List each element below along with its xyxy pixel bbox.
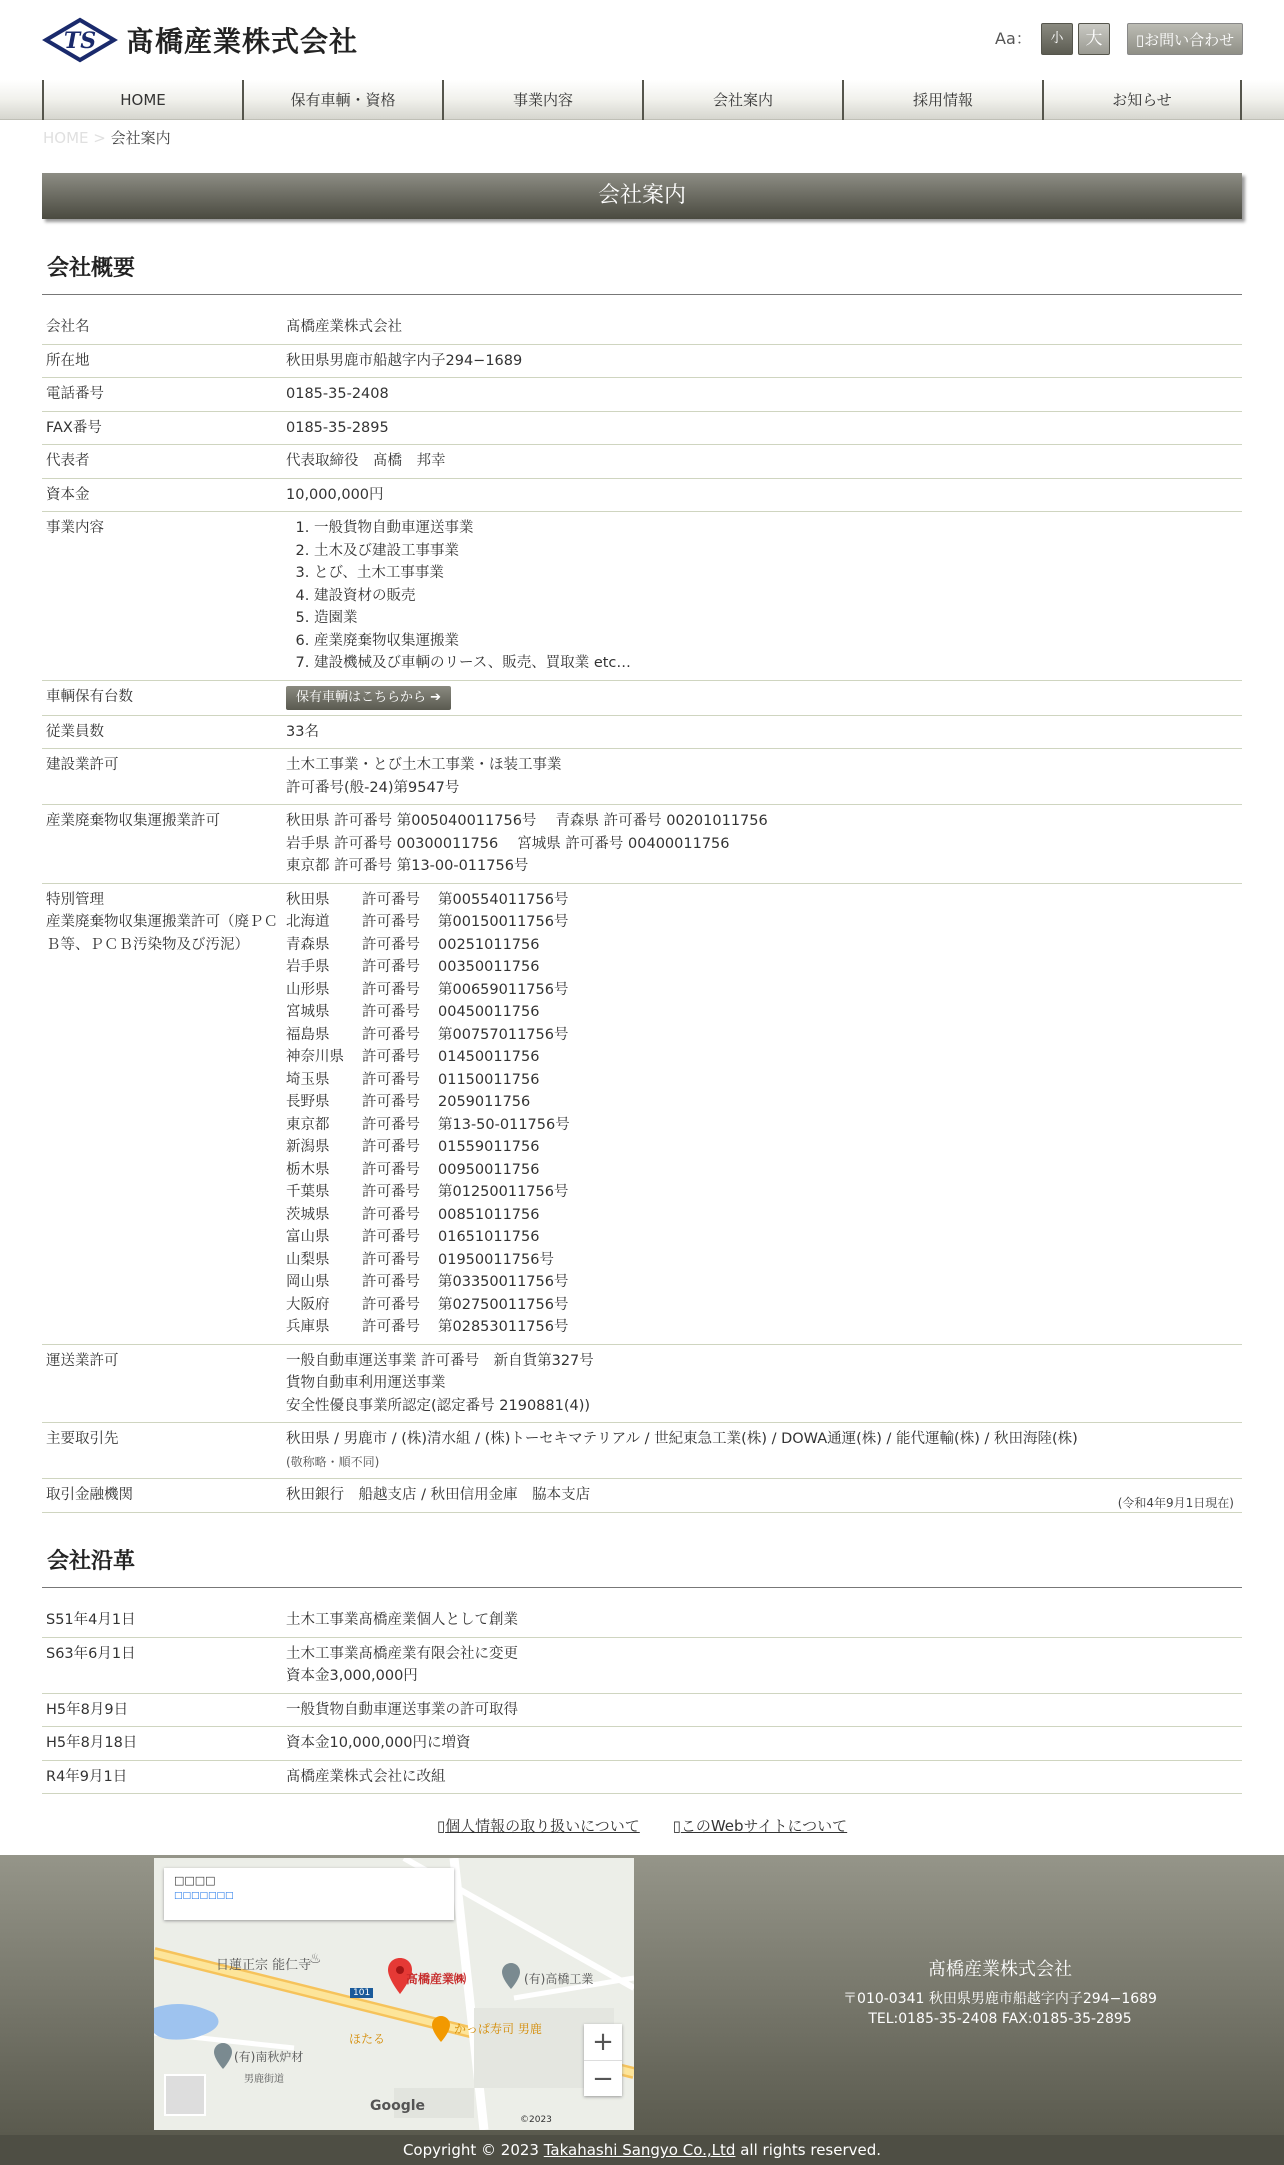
nav-vehicles[interactable]: 保有車輌・資格	[242, 80, 442, 120]
license-lbl: 許可番号	[362, 1229, 420, 1245]
license-pref: 富山県	[286, 1229, 330, 1245]
history-event	[282, 1637, 1242, 1693]
map-marker-label: 髙橋産業㈱	[406, 1972, 467, 1986]
license-lbl: 許可番号	[362, 1319, 420, 1335]
license-num: 01559011756	[438, 1139, 540, 1155]
history-table	[42, 1604, 1242, 1794]
history-event-line: 一般貨物自動車運送事業の許可取得	[286, 1701, 518, 1718]
special-license-row	[286, 1249, 1238, 1272]
license-lbl: 許可番号	[362, 1116, 420, 1133]
license-lbl: 許可番号	[362, 1206, 420, 1223]
map-label-nanshu: (有)南秋炉材	[234, 2050, 304, 2064]
waste-line: 東京都 許可番号 第13-00-011756号	[286, 858, 529, 874]
table-row	[42, 1604, 1242, 1637]
contact-button[interactable]	[1127, 23, 1243, 55]
license-lbl: 許可番号	[362, 1004, 420, 1020]
table-row	[42, 1760, 1242, 1794]
license-lbl: 許可番号	[362, 1161, 420, 1178]
waste-line: 岩手県 許可番号 00300011756 宮城県 許可番号 00400011756	[286, 835, 730, 852]
breadcrumb-current: 会社案内	[110, 129, 171, 147]
row-label: FAX番号	[42, 411, 282, 445]
table-row	[42, 1479, 1242, 1513]
row-label: 主要取引先	[42, 1423, 282, 1479]
table-row	[42, 445, 1242, 479]
special-license-row	[286, 934, 1238, 957]
breadcrumb	[43, 127, 171, 148]
table-row	[42, 805, 1242, 884]
row-label	[42, 883, 282, 1344]
special-license-row	[286, 1091, 1238, 1114]
license-lbl: 許可番号	[362, 959, 420, 975]
footer-tel: TEL:0185-35-2408 FAX:0185-35-2895	[868, 2011, 1132, 2027]
map-copyright: ©2023	[520, 2115, 552, 2125]
contact-label: お問い合わせ	[1144, 31, 1235, 49]
construction-line: 許可番号(般-24)第9547号	[286, 779, 460, 796]
license-pref: 兵庫県	[286, 1319, 330, 1335]
history-heading: 会社沿革	[42, 1546, 1242, 1588]
history-event-line: 土木工事業髙橋産業個人として創業	[286, 1612, 518, 1628]
list-item: 7. 建設機械及び車輌のリース、販売、買取業 etc…	[314, 652, 1238, 675]
table-row	[42, 378, 1242, 412]
license-lbl: 許可番号	[362, 1296, 420, 1313]
page-title: 会社案内	[42, 173, 1242, 219]
row-label: 会社名	[42, 311, 282, 344]
vehicles-button-label: 保有車輌はこちらから	[296, 689, 427, 705]
svg-text:TS: TS	[63, 28, 97, 54]
vehicles-button[interactable]	[286, 686, 451, 710]
license-lbl: 許可番号	[362, 1139, 420, 1155]
row-value: 33名	[282, 715, 1242, 749]
nav-home[interactable]: HOME	[42, 80, 242, 120]
footer-links	[0, 1815, 1284, 1836]
license-num: 第00554011756号	[438, 891, 569, 908]
special-license-row	[286, 1069, 1238, 1092]
row-label: 代表者	[42, 445, 282, 479]
history-event-line: 資本金3,000,000円	[286, 1668, 418, 1684]
map-label-road: 男鹿街道	[244, 2074, 284, 2085]
site-header	[0, 0, 1284, 80]
font-large-button[interactable]: 大	[1078, 23, 1110, 55]
license-pref: 山梨県	[286, 1251, 330, 1268]
license-pref: 長野県	[286, 1094, 330, 1110]
license-lbl: 許可番号	[362, 936, 420, 953]
clients-note: (敬称略・順不同)	[286, 1454, 380, 1469]
special-license-row	[286, 1204, 1238, 1227]
special-license-row	[286, 1114, 1238, 1137]
list-item: 5. 造園業	[314, 607, 1238, 630]
license-num: 第00757011756号	[438, 1026, 569, 1043]
nav-recruit[interactable]: 採用情報	[842, 80, 1042, 120]
row-label: 取引金融機関	[42, 1479, 282, 1513]
history-event	[282, 1727, 1242, 1761]
list-item: 6. 産業廃棄物収集運搬業	[314, 630, 1238, 653]
copyright-link[interactable]: Takahashi Sangyo Co.,Ltd	[543, 2141, 736, 2159]
license-pref: 宮城県	[286, 1004, 330, 1020]
special-license-row	[286, 1226, 1238, 1249]
history-date: S51年4月1日	[42, 1604, 282, 1637]
map-type-button[interactable]	[164, 2074, 206, 2116]
map-label-temple: 日蓮正宗 能仁寺	[216, 1958, 312, 1973]
construction-line: 土木工事業・とび土木工事業・ほ装工事業	[286, 757, 562, 773]
row-value: 秋田銀行 船越支店 / 秋田信用金庫 脇本支店	[282, 1479, 1242, 1513]
place-pin-icon	[214, 2043, 232, 2069]
zoom-in-button[interactable]: +	[592, 2027, 614, 2057]
transport-line: 安全性優良事業所認定(認定番号 2190881(4))	[286, 1397, 591, 1414]
special-license-row	[286, 1181, 1238, 1204]
row-label: 電話番号	[42, 378, 282, 412]
overview-heading: 会社概要	[42, 253, 1242, 295]
table-row	[42, 680, 1242, 715]
row-value	[282, 805, 1242, 884]
table-row	[42, 883, 1242, 1344]
license-num: 第00150011756号	[438, 914, 569, 930]
map-info-link[interactable]: □□□□□□□	[174, 1891, 234, 1901]
table-row	[42, 715, 1242, 749]
row-label: 運送業許可	[42, 1344, 282, 1423]
row-value: 秋田県男鹿市船越字内子294−1689	[282, 344, 1242, 378]
row-value	[282, 1344, 1242, 1423]
table-row	[42, 1423, 1242, 1479]
license-pref: 青森県	[286, 936, 330, 953]
table-row	[42, 311, 1242, 344]
license-num: 01450011756	[438, 1049, 540, 1065]
doc-icon: ▯	[436, 1817, 446, 1835]
table-row	[42, 1637, 1242, 1693]
breadcrumb-home[interactable]: HOME	[43, 129, 89, 147]
temple-icon: ♨	[309, 1951, 322, 1967]
license-lbl: 許可番号	[362, 1026, 420, 1043]
history-event-line: 資本金10,000,000円に増資	[286, 1735, 471, 1751]
license-lbl: 許可番号	[362, 1094, 420, 1110]
row-value: 髙橋産業株式会社	[282, 311, 1242, 344]
license-pref: 神奈川県	[286, 1049, 344, 1065]
special-license-row	[286, 1159, 1238, 1182]
license-pref: 新潟県	[286, 1139, 330, 1155]
special-license-row	[286, 1271, 1238, 1294]
license-pref: 栃木県	[286, 1161, 330, 1178]
special-license-row	[286, 911, 1238, 934]
license-num: 第03350011756号	[438, 1274, 569, 1290]
main-nav	[0, 80, 1284, 120]
license-pref: 東京都	[286, 1116, 330, 1133]
row-value: 代表取締役 髙橋 邦幸	[282, 445, 1242, 479]
google-map[interactable]	[154, 1858, 634, 2130]
row-value	[282, 749, 1242, 805]
license-num: 第02853011756号	[438, 1319, 569, 1335]
table-row	[42, 411, 1242, 445]
history-date: H5年8月9日	[42, 1693, 282, 1727]
license-pref: 北海道	[286, 914, 330, 930]
license-lbl: 許可番号	[362, 914, 420, 930]
map-info-title: □□□□	[174, 1874, 216, 1887]
row-label: 従業員数	[42, 715, 282, 749]
google-logo: Google	[370, 2098, 426, 2114]
special-license-row	[286, 1294, 1238, 1317]
list-item: 3. とび、土木工事事業	[314, 562, 1238, 585]
license-pref: 岡山県	[286, 1274, 330, 1290]
row-label: 事業内容	[42, 512, 282, 681]
history-event-line: 髙橋産業株式会社に改組	[286, 1768, 446, 1785]
special-license-list	[282, 883, 1242, 1344]
row-label: 建設業許可	[42, 749, 282, 805]
footer-company-name: 髙橋産業株式会社	[928, 1959, 1072, 1980]
special-label-line: 特別管理	[46, 891, 104, 908]
license-num: 01950011756号	[438, 1251, 554, 1268]
table-row	[42, 478, 1242, 512]
table-row	[42, 344, 1242, 378]
license-num: 第00659011756号	[438, 981, 569, 998]
restaurant-pin-icon	[432, 2016, 450, 2042]
license-num: 00251011756	[438, 936, 540, 953]
footer-company	[650, 1955, 1284, 2029]
map-label-company: (有)高橋工業	[524, 1972, 594, 1986]
overview-table	[42, 311, 1242, 1513]
license-lbl: 許可番号	[362, 1049, 420, 1065]
row-value	[282, 680, 1242, 715]
license-num: 00950011756	[438, 1161, 540, 1178]
copyright-suffix: all rights reserved.	[740, 2141, 882, 2159]
place-pin-icon	[502, 1963, 520, 1989]
map-label-kappa: かっぱ寿司 男鹿	[454, 2022, 542, 2036]
license-num: 第01250011756号	[438, 1184, 569, 1200]
privacy-link-label: 個人情報の取り扱いについて	[445, 1817, 640, 1835]
license-num: 第02750011756号	[438, 1296, 569, 1313]
waste-line: 秋田県 許可番号 第005040011756号 青森県 許可番号 00201011756	[286, 813, 768, 829]
zoom-control	[584, 2024, 622, 2096]
history-event	[282, 1693, 1242, 1727]
map-info-card	[164, 1868, 454, 1920]
font-small-button[interactable]: 小	[1041, 23, 1073, 55]
clients-text: 秋田県 / 男鹿市 / (株)清水組 / (株)トーセキマテリアル / 世紀東急工業(株) / DOWA通運(株) / 能代運輸(株) / 秋田海陸(株)	[286, 1431, 1078, 1447]
map-label-hotaru: ほたる	[349, 2032, 386, 2046]
table-row	[42, 512, 1242, 681]
row-value: 0185-35-2895	[282, 411, 1242, 445]
license-num: 00450011756	[438, 1004, 540, 1020]
special-license-row	[286, 1024, 1238, 1047]
row-label: 産業廃棄物収集運搬業許可	[42, 805, 282, 884]
row-label: 車輌保有台数	[42, 680, 282, 715]
about-site-link[interactable]	[673, 1817, 848, 1835]
arrow-circle-icon: ➔	[430, 689, 442, 705]
copyright-bar	[0, 2135, 1284, 2165]
license-num: 00851011756	[438, 1206, 540, 1223]
special-license-row	[286, 889, 1238, 912]
history-date: S63年6月1日	[42, 1637, 282, 1693]
license-num: 2059011756	[438, 1094, 531, 1110]
license-lbl: 許可番号	[362, 891, 420, 908]
table-row	[42, 1693, 1242, 1727]
business-list	[314, 517, 1238, 675]
history-date: R4年9月1日	[42, 1760, 282, 1794]
license-lbl: 許可番号	[362, 1071, 420, 1088]
table-row	[42, 1727, 1242, 1761]
row-value	[282, 1423, 1242, 1479]
transport-line: 一般自動車運送事業 許可番号 新自貨第327号	[286, 1352, 594, 1369]
special-license-row	[286, 1046, 1238, 1069]
list-item: 1. 一般貨物自動車運送事業	[314, 517, 1238, 540]
row-label: 所在地	[42, 344, 282, 378]
transport-line: 貨物自動車利用運送事業	[286, 1375, 446, 1391]
copyright-prefix: Copyright © 2023	[402, 2141, 539, 2159]
license-pref: 埼玉県	[286, 1071, 330, 1088]
license-num: 00350011756	[438, 959, 540, 975]
license-pref: 山形県	[286, 981, 330, 998]
row-value: 10,000,000円	[282, 478, 1242, 512]
privacy-link[interactable]	[437, 1817, 640, 1835]
special-license-row	[286, 956, 1238, 979]
mail-icon: ▯	[1135, 31, 1145, 49]
history-event	[282, 1604, 1242, 1637]
license-lbl: 許可番号	[362, 1274, 420, 1290]
license-pref: 大阪府	[286, 1296, 330, 1313]
special-license-row	[286, 1316, 1238, 1339]
special-label-line: 産業廃棄物収集運搬業許可（廃ＰＣＢ等、ＰＣＢ汚染物及び汚泥）	[46, 914, 278, 953]
row-label: 資本金	[42, 478, 282, 512]
special-license-row	[286, 979, 1238, 1002]
table-row	[42, 749, 1242, 805]
logo-mark-icon	[42, 16, 118, 64]
license-num: 01651011756	[438, 1229, 540, 1245]
special-license-row	[286, 1136, 1238, 1159]
history-event	[282, 1760, 1242, 1794]
nav-news[interactable]: お知らせ	[1042, 80, 1242, 120]
history-event-line: 土木工事業髙橋産業有限会社に変更	[286, 1645, 518, 1662]
license-pref: 千葉県	[286, 1184, 330, 1200]
doc-icon: ▯	[672, 1817, 681, 1835]
nav-company[interactable]: 会社案内	[642, 80, 842, 120]
nav-business[interactable]: 事業内容	[442, 80, 642, 120]
license-num: 第13-50-011756号	[438, 1116, 570, 1133]
license-lbl: 許可番号	[362, 1184, 420, 1200]
company-logo-text: 髙橋産業株式会社	[126, 25, 359, 58]
history-date: H5年8月18日	[42, 1727, 282, 1761]
license-pref: 岩手県	[286, 959, 330, 975]
about-site-link-label: このWebサイトについて	[680, 1817, 848, 1835]
license-pref: 秋田県	[286, 891, 330, 908]
license-pref: 福島県	[286, 1026, 330, 1043]
license-lbl: 許可番号	[362, 1251, 420, 1268]
logo[interactable]	[42, 16, 358, 64]
route-shield: 101	[350, 1988, 373, 1998]
license-num: 01150011756	[438, 1071, 540, 1088]
breadcrumb-separator: >	[93, 129, 106, 147]
zoom-out-button[interactable]: −	[584, 2060, 622, 2096]
special-license-row	[286, 1001, 1238, 1024]
business-list-cell	[282, 512, 1242, 681]
license-pref: 茨城県	[286, 1206, 330, 1223]
footer-address: 〒010-0341 秋田県男鹿市船越字内子294−1689	[843, 1991, 1157, 2007]
list-item: 2. 土木及び建設工事事業	[314, 540, 1238, 563]
font-size-label: Aa：	[995, 29, 1032, 48]
table-row	[42, 1344, 1242, 1423]
license-lbl: 許可番号	[362, 981, 420, 998]
as-of-date: (令和4年9月1日現在)	[1117, 1496, 1234, 1510]
row-value: 0185-35-2408	[282, 378, 1242, 412]
list-item: 4. 建設資材の販売	[314, 585, 1238, 608]
